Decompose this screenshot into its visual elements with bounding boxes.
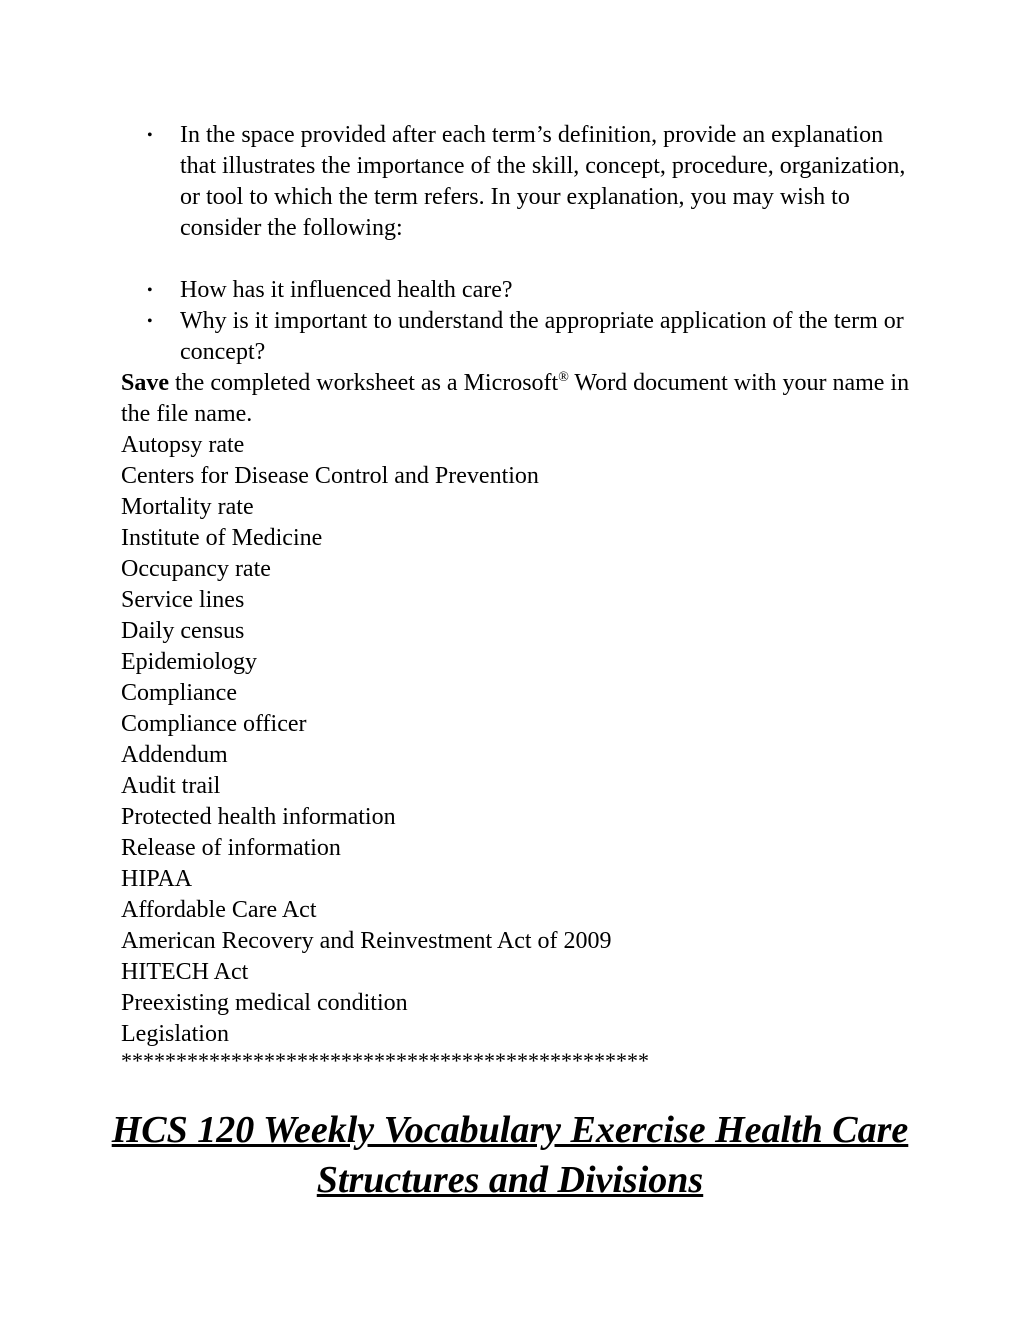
registered-mark: ® [558, 370, 569, 385]
question-bullets [121, 275, 921, 368]
save-text-2: Word document with your name in the file name. [121, 370, 910, 427]
terms-list [121, 430, 921, 1050]
bullet-text: How has it influenced health care? [180, 277, 513, 303]
term-item: Occupancy rate [121, 556, 271, 582]
term-item: Institute of Medicine [121, 525, 323, 551]
term-item: Daily census [121, 618, 245, 644]
save-text-1: the completed worksheet as a Microsoft [169, 370, 559, 396]
term-item: Compliance [121, 680, 237, 706]
bullet-text: Why is it important to understand the appropriate application of the term or concept? [180, 308, 904, 365]
term-item: Addendum [121, 742, 228, 768]
instruction-bullets [121, 120, 921, 244]
term-item: Audit trail [121, 773, 221, 799]
separator: ************************************************ [121, 1050, 649, 1072]
term-item: American Recovery and Reinvestment Act of 2009 [121, 928, 612, 954]
term-item: Autopsy rate [121, 432, 245, 458]
document-body [121, 120, 921, 1072]
term-item: Compliance officer [121, 711, 307, 737]
save-bold: Save [121, 370, 169, 396]
save-instruction [121, 368, 921, 430]
bullet-icon: • [147, 282, 153, 299]
page-title: HCS 120 Weekly Vocabulary Exercise Health Care Structures and Divisions [111, 1109, 909, 1201]
term-item: Centers for Disease Control and Prevention [121, 463, 539, 489]
bullet-icon: • [147, 127, 153, 144]
term-item: Service lines [121, 587, 245, 613]
term-item: HIPAA [121, 866, 193, 892]
bullet-item [147, 306, 921, 368]
term-item: HITECH Act [121, 959, 249, 985]
term-item: Epidemiology [121, 649, 257, 675]
bullet-text: In the space provided after each term’s definition, provide an explanation that illustrates the importance of the skill, concept, procedure, organization, or tool to which the term refers. In your explanation, you may wish to consider the following: [180, 122, 906, 241]
term-item: Preexisting medical condition [121, 990, 408, 1016]
spacer [121, 244, 921, 275]
bullet-item [147, 275, 921, 306]
term-item: Mortality rate [121, 494, 254, 520]
bullet-icon: • [147, 313, 153, 330]
bullet-item [147, 120, 921, 244]
term-item: Release of information [121, 835, 341, 861]
term-item: Affordable Care Act [121, 897, 317, 923]
term-item: Legislation [121, 1021, 229, 1047]
term-item: Protected health information [121, 804, 396, 830]
